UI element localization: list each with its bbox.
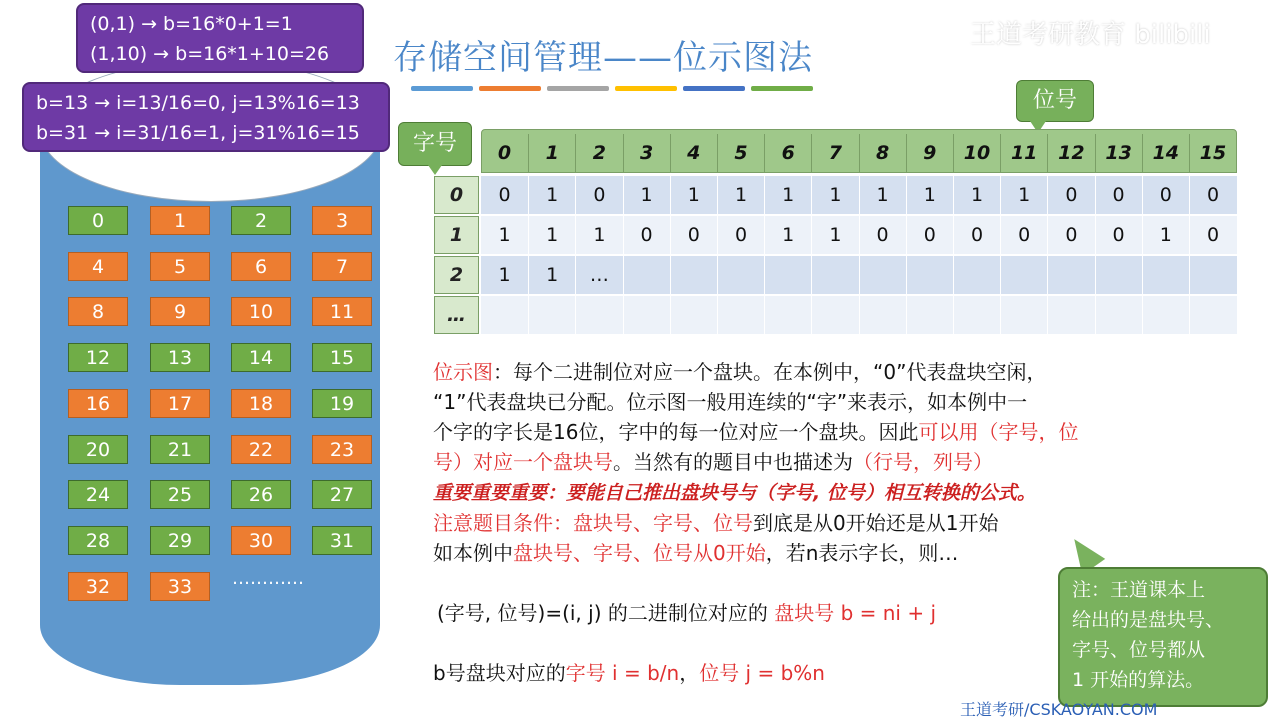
bit-header: 7 <box>811 134 858 172</box>
bit-cell <box>1095 296 1142 334</box>
bit-cell: 0 <box>670 216 717 254</box>
bit-cell <box>953 296 1000 334</box>
bit-cell: 0 <box>623 216 670 254</box>
bubble-word-bit-to-block <box>76 3 364 73</box>
note-line-2: 给出的是盘块号、 <box>1072 609 1225 631</box>
word-number-tag: 字号 <box>398 122 472 166</box>
title-color-bar <box>751 86 813 91</box>
bit-cell <box>811 256 858 294</box>
formula-2-d: 位号 j = b%n <box>699 661 825 685</box>
bit-header: 10 <box>953 134 1000 172</box>
disk-block: 26 <box>231 480 291 509</box>
bit-number-tag: 位号 <box>1016 80 1094 122</box>
formula-2-a: b号盘块对应的 <box>433 661 566 685</box>
bitmap-term: 位示图 <box>433 360 493 384</box>
bit-cell: 1 <box>764 176 811 214</box>
bit-cell: 0 <box>906 216 953 254</box>
title-color-bar <box>411 86 473 91</box>
para-line-6-a: 注意题目条件：盘块号、字号、位号 <box>433 511 753 535</box>
bit-cell: 1 <box>811 176 858 214</box>
disk-block: 16 <box>68 389 128 418</box>
bubble2-line2: b=31 → i=31/16=1, j=31%16=15 <box>36 122 360 144</box>
bit-cell <box>1189 296 1236 334</box>
para-line-1 <box>433 356 1046 385</box>
bit-cell: 1 <box>764 216 811 254</box>
disk-block: 1 <box>150 206 210 235</box>
para-line-3-a: 个字的字长是16位，字中的每一位对应一个盘块。因此 <box>433 420 919 444</box>
bit-cell <box>670 256 717 294</box>
title-color-bar <box>547 86 609 91</box>
disk-block: 22 <box>231 435 291 464</box>
bit-cell <box>1142 256 1189 294</box>
para-line-4 <box>433 446 993 475</box>
bit-cell: 0 <box>1000 216 1047 254</box>
bit-cell: 1 <box>1000 176 1047 214</box>
bit-cell <box>1000 256 1047 294</box>
bit-cell: 1 <box>528 256 575 294</box>
word-header: 2 <box>434 256 479 294</box>
disk-block: 6 <box>231 252 291 281</box>
para-line-7 <box>433 537 958 566</box>
word-header: 1 <box>434 216 479 254</box>
bit-cell <box>859 256 906 294</box>
formula-1-b: 盘块号 b = ni + j <box>774 601 937 625</box>
word-header: 0 <box>434 176 479 214</box>
title-color-bar <box>615 86 677 91</box>
bubble-block-to-word-bit <box>22 82 390 152</box>
bit-cell: 0 <box>1047 176 1094 214</box>
important-line: 重要重要重要：要能自己推出盘块号与（字号, 位号）相互转换的公式。 <box>433 482 1036 504</box>
para-line-6-b: 到底是从0开始还是从1开始 <box>753 511 999 535</box>
bit-header: 9 <box>906 134 953 172</box>
bit-header: 0 <box>497 142 512 164</box>
disk-block: 15 <box>312 343 372 372</box>
bit-cell: 0 <box>1189 176 1236 214</box>
bit-header: 14 <box>1142 134 1189 172</box>
bit-cell <box>623 296 670 334</box>
disk-block: 17 <box>150 389 210 418</box>
disk-block: 7 <box>312 252 372 281</box>
para-line-2: “1”代表盘块已分配。位示图一般用连续的“字”来表示，如本例中一 <box>433 390 1028 414</box>
disk-block: 3 <box>312 206 372 235</box>
para-line-1-rest: ：每个二进制位对应一个盘块。在本例中，“0”代表盘块空闲， <box>493 360 1047 384</box>
more-blocks: ………… <box>232 568 304 589</box>
disk-block: 27 <box>312 480 372 509</box>
bit-cell: 1 <box>623 176 670 214</box>
bit-cell: 1 <box>575 216 622 254</box>
disk-block: 10 <box>231 297 291 326</box>
formula-2-b: 字号 i = b/n <box>565 661 680 685</box>
bit-cell: 1 <box>670 176 717 214</box>
disk-block: 29 <box>150 526 210 555</box>
bit-cell: 1 <box>906 176 953 214</box>
bit-header: 2 <box>575 134 622 172</box>
bit-header: 3 <box>623 134 670 172</box>
disk-block: 11 <box>312 297 372 326</box>
bit-cell: 1 <box>811 216 858 254</box>
bubble2-line1: b=13 → i=13/16=0, j=13%16=13 <box>36 92 360 114</box>
bit-cell: 1 <box>1142 216 1189 254</box>
disk-block: 33 <box>150 572 210 601</box>
note-line-1: 注：王道课本上 <box>1072 579 1206 601</box>
bit-header: 13 <box>1095 134 1142 172</box>
bit-cell <box>481 296 528 334</box>
bit-cell <box>811 296 858 334</box>
bit-cell <box>1047 256 1094 294</box>
bit-cell <box>1047 296 1094 334</box>
bit-cell: 1 <box>859 176 906 214</box>
disk-block: 14 <box>231 343 291 372</box>
bit-cell: 1 <box>528 176 575 214</box>
formula-2 <box>433 657 825 686</box>
disk-block: 4 <box>68 252 128 281</box>
bit-header: 6 <box>764 134 811 172</box>
bit-cell: 1 <box>953 176 1000 214</box>
bit-header: 4 <box>670 134 717 172</box>
bit-cell: … <box>575 256 622 294</box>
bit-cell <box>859 296 906 334</box>
para-line-4-a: 号）对应一个盘块号 <box>433 450 613 474</box>
para-line-7-c: ，若n表示字长，则… <box>765 541 959 565</box>
disk-block: 32 <box>68 572 128 601</box>
disk-block: 18 <box>231 389 291 418</box>
disk-block: 19 <box>312 389 372 418</box>
bit-cell: 0 <box>953 216 1000 254</box>
disk-block: 12 <box>68 343 128 372</box>
footer-url: 王道考研/CSKAOYAN.COM <box>960 700 1158 719</box>
slide-title: 存储空间管理——位示图法 <box>393 38 813 78</box>
disk-block: 13 <box>150 343 210 372</box>
bit-cell: 0 <box>1142 176 1189 214</box>
bit-cell: 0 <box>498 184 511 206</box>
disk-block: 8 <box>68 297 128 326</box>
bubble1-line1: (0,1) → b=16*0+1=1 <box>90 13 293 35</box>
bit-cell: 1 <box>498 264 511 286</box>
disk-block: 30 <box>231 526 291 555</box>
para-line-3 <box>433 416 1078 445</box>
disk-block: 9 <box>150 297 210 326</box>
bit-cell <box>1142 296 1189 334</box>
disk-block: 2 <box>231 206 291 235</box>
para-line-7-a: 如本例中 <box>433 541 513 565</box>
bit-cell: 0 <box>1047 216 1094 254</box>
bit-cell <box>1189 256 1236 294</box>
bit-cell <box>906 296 953 334</box>
disk-block: 20 <box>68 435 128 464</box>
para-line-4-b: 。当然有的题目中也描述为 <box>613 450 853 474</box>
disk-block: 21 <box>150 435 210 464</box>
word-header: … <box>434 296 479 334</box>
disk-block: 23 <box>312 435 372 464</box>
bit-cell <box>717 256 764 294</box>
bit-cell <box>1095 256 1142 294</box>
disk-block: 24 <box>68 480 128 509</box>
bit-cell: 0 <box>717 216 764 254</box>
title-color-bar <box>479 86 541 91</box>
para-line-6 <box>433 507 998 536</box>
bit-cell <box>528 296 575 334</box>
disk-block: 0 <box>68 206 128 235</box>
watermark: 王道考研教育 bilibili <box>970 20 1211 50</box>
bit-header: 15 <box>1189 134 1236 172</box>
bit-cell <box>764 296 811 334</box>
bit-cell: 1 <box>528 216 575 254</box>
disk-block: 31 <box>312 526 372 555</box>
title-color-bar <box>683 86 745 91</box>
bit-cell <box>575 296 622 334</box>
bit-cell <box>717 296 764 334</box>
bit-cell: 0 <box>575 176 622 214</box>
bit-cell <box>670 296 717 334</box>
bit-header: 1 <box>528 134 575 172</box>
bit-header: 12 <box>1047 134 1094 172</box>
bubble1-line2: (1,10) → b=16*1+10=26 <box>90 43 330 65</box>
bit-cell <box>764 256 811 294</box>
bit-cell: 0 <box>1095 176 1142 214</box>
bit-cell: 0 <box>1189 216 1236 254</box>
bit-header: 5 <box>717 134 764 172</box>
bit-cell <box>953 256 1000 294</box>
formula-2-c: ， <box>679 661 700 685</box>
note-line-3: 字号、位号都从 <box>1072 639 1206 661</box>
bit-cell: 1 <box>717 176 764 214</box>
bit-cell <box>623 256 670 294</box>
formula-1 <box>437 597 936 626</box>
para-line-7-b: 盘块号、字号、位号从0开始 <box>513 541 766 565</box>
para-line-3-b: 可以用（字号，位 <box>918 420 1079 444</box>
bit-header: 11 <box>1000 134 1047 172</box>
disk-block: 28 <box>68 526 128 555</box>
bit-cell: 0 <box>1095 216 1142 254</box>
bit-cell: 1 <box>498 224 511 246</box>
para-line-4-c: （行号，列号） <box>853 450 993 474</box>
note-line-4: 1 开始的算法。 <box>1072 669 1205 691</box>
word-tag-pointer <box>428 165 442 175</box>
bit-cell: 0 <box>859 216 906 254</box>
note-callout <box>1058 567 1268 707</box>
disk-block: 25 <box>150 480 210 509</box>
bit-header: 8 <box>859 134 906 172</box>
disk-block: 5 <box>150 252 210 281</box>
bit-cell <box>906 256 953 294</box>
bit-cell <box>1000 296 1047 334</box>
formula-1-a: (字号, 位号)=(i, j) 的二进制位对应的 <box>437 601 775 625</box>
